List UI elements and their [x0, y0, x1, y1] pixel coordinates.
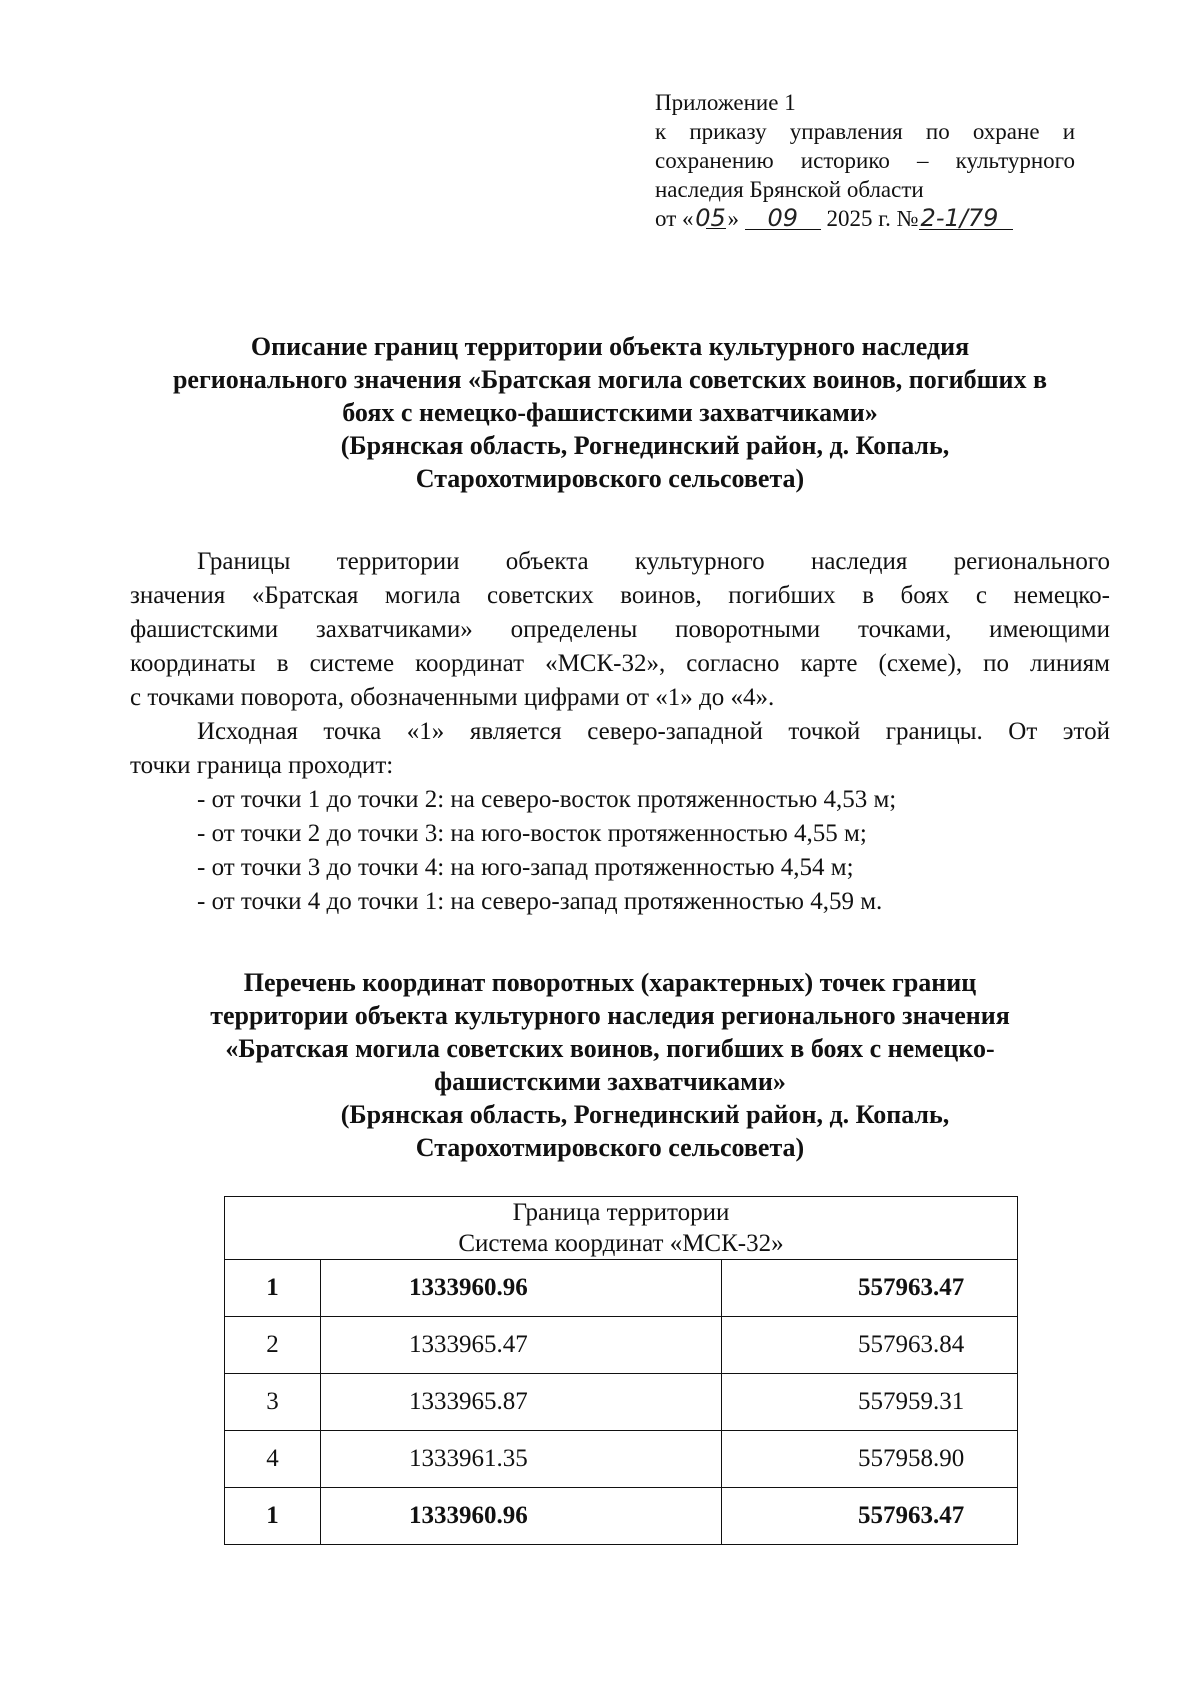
y-coordinate-cell: 557958.90 — [722, 1431, 1018, 1488]
day-field — [694, 204, 728, 233]
point-number-cell: 3 — [225, 1374, 321, 1431]
paragraph-line: координаты в системе координат «МСК-32», согласно карте (схеме), по линиям — [130, 650, 1110, 677]
year-text: 2025 г. № — [826, 206, 919, 231]
handwritten-month: 09 — [745, 207, 821, 230]
point-number-cell: 1 — [225, 1260, 321, 1317]
appendix-order-ref: к приказу управления по охране и — [655, 119, 1075, 144]
boundary-segment: - от точки 4 до точки 1: на северо-запад протяженностью 4,59 м. — [197, 888, 883, 915]
title-line: Старохотмировского сельсовета) — [415, 1133, 805, 1162]
paragraph-line: фашистскими захватчиками» определены поворотными точками, имеющими — [130, 616, 1110, 643]
boundary-description-text — [130, 545, 1110, 919]
appendix-block — [655, 88, 1075, 233]
title-line: боях с немецко-фашистскими захватчиками» — [342, 398, 878, 427]
x-coordinate-cell: 1333960.96 — [321, 1488, 722, 1545]
y-coordinate-cell: 557963.47 — [722, 1488, 1018, 1545]
paragraph-line: Исходная точка «1» является северо-западной точкой границы. От этой — [197, 718, 1110, 745]
y-coordinate-cell: 557959.31 — [722, 1374, 1018, 1431]
paragraph-line: значения «Братская могила советских воинов, погибших в боях с немецко- — [130, 582, 1110, 609]
paragraph-line: Границы территории объекта культурного наследия регионального — [197, 548, 1110, 575]
table-header — [225, 1197, 1018, 1260]
point-number-cell: 1 — [225, 1488, 321, 1545]
title-line: (Брянская область, Рогнединский район, д. Копаль, — [340, 431, 950, 460]
title-line: Перечень координат поворотных (характерных) точек границ — [243, 968, 977, 997]
table-row — [225, 1488, 1018, 1545]
table-row — [225, 1374, 1018, 1431]
appendix-order-ref-2: сохранению историко – культурного — [655, 148, 1075, 173]
order-date-line — [655, 204, 1075, 233]
title-line: (Брянская область, Рогнединский район, д. Копаль, — [340, 1100, 950, 1129]
title-line: Описание границ территории объекта культурного наследия — [250, 332, 970, 361]
title-line: Старохотмировского сельсовета) — [415, 464, 805, 493]
table-header-line: Граница территории — [512, 1199, 730, 1226]
boundary-segment: - от точки 1 до точки 2: на северо-восток протяженностью 4,53 м; — [197, 786, 897, 813]
point-number-cell: 4 — [225, 1431, 321, 1488]
x-coordinate-cell: 1333961.35 — [321, 1431, 722, 1488]
x-coordinate-cell: 1333965.47 — [321, 1317, 722, 1374]
table-row — [225, 1317, 1018, 1374]
paragraph-line: с точками поворота, обозначенными цифрами от «1» до «4». — [130, 684, 775, 711]
y-coordinate-cell: 557963.84 — [722, 1317, 1018, 1374]
coordinates-table — [224, 1196, 1018, 1545]
date-prefix: от « — [655, 206, 694, 231]
date-close-quote: » — [727, 206, 739, 231]
table-header-line: Система координат «МСК-32» — [458, 1230, 784, 1257]
table-header-row — [225, 1197, 1018, 1260]
x-coordinate-cell: 1333965.87 — [321, 1374, 722, 1431]
y-coordinate-cell: 557963.47 — [722, 1260, 1018, 1317]
title-line: регионального значения «Братская могила советских воинов, погибших в — [172, 365, 1048, 394]
boundary-segment: - от точки 3 до точки 4: на юго-запад протяженностью 4,54 м; — [197, 854, 854, 881]
paragraph-line: точки граница проходит: — [130, 752, 394, 779]
title-line: территории объекта культурного наследия регионального значения — [210, 1001, 1010, 1030]
handwritten-day: 05 — [695, 204, 726, 232]
boundary-description-title — [110, 330, 1110, 495]
appendix-title: Приложение 1 — [655, 90, 796, 115]
title-line: фашистскими захватчиками» — [434, 1067, 786, 1096]
table-row — [225, 1260, 1018, 1317]
handwritten-order-number: 2-1/79 — [919, 207, 1013, 230]
coordinates-list-title — [110, 966, 1110, 1164]
appendix-authority: наследия Брянской области — [655, 177, 924, 202]
title-line: «Братская могила советских воинов, погибших в боях с немецко- — [225, 1034, 995, 1063]
boundary-segment: - от точки 2 до точки 3: на юго-восток протяженностью 4,55 м; — [197, 820, 867, 847]
table-row — [225, 1431, 1018, 1488]
x-coordinate-cell: 1333960.96 — [321, 1260, 722, 1317]
point-number-cell: 2 — [225, 1317, 321, 1374]
